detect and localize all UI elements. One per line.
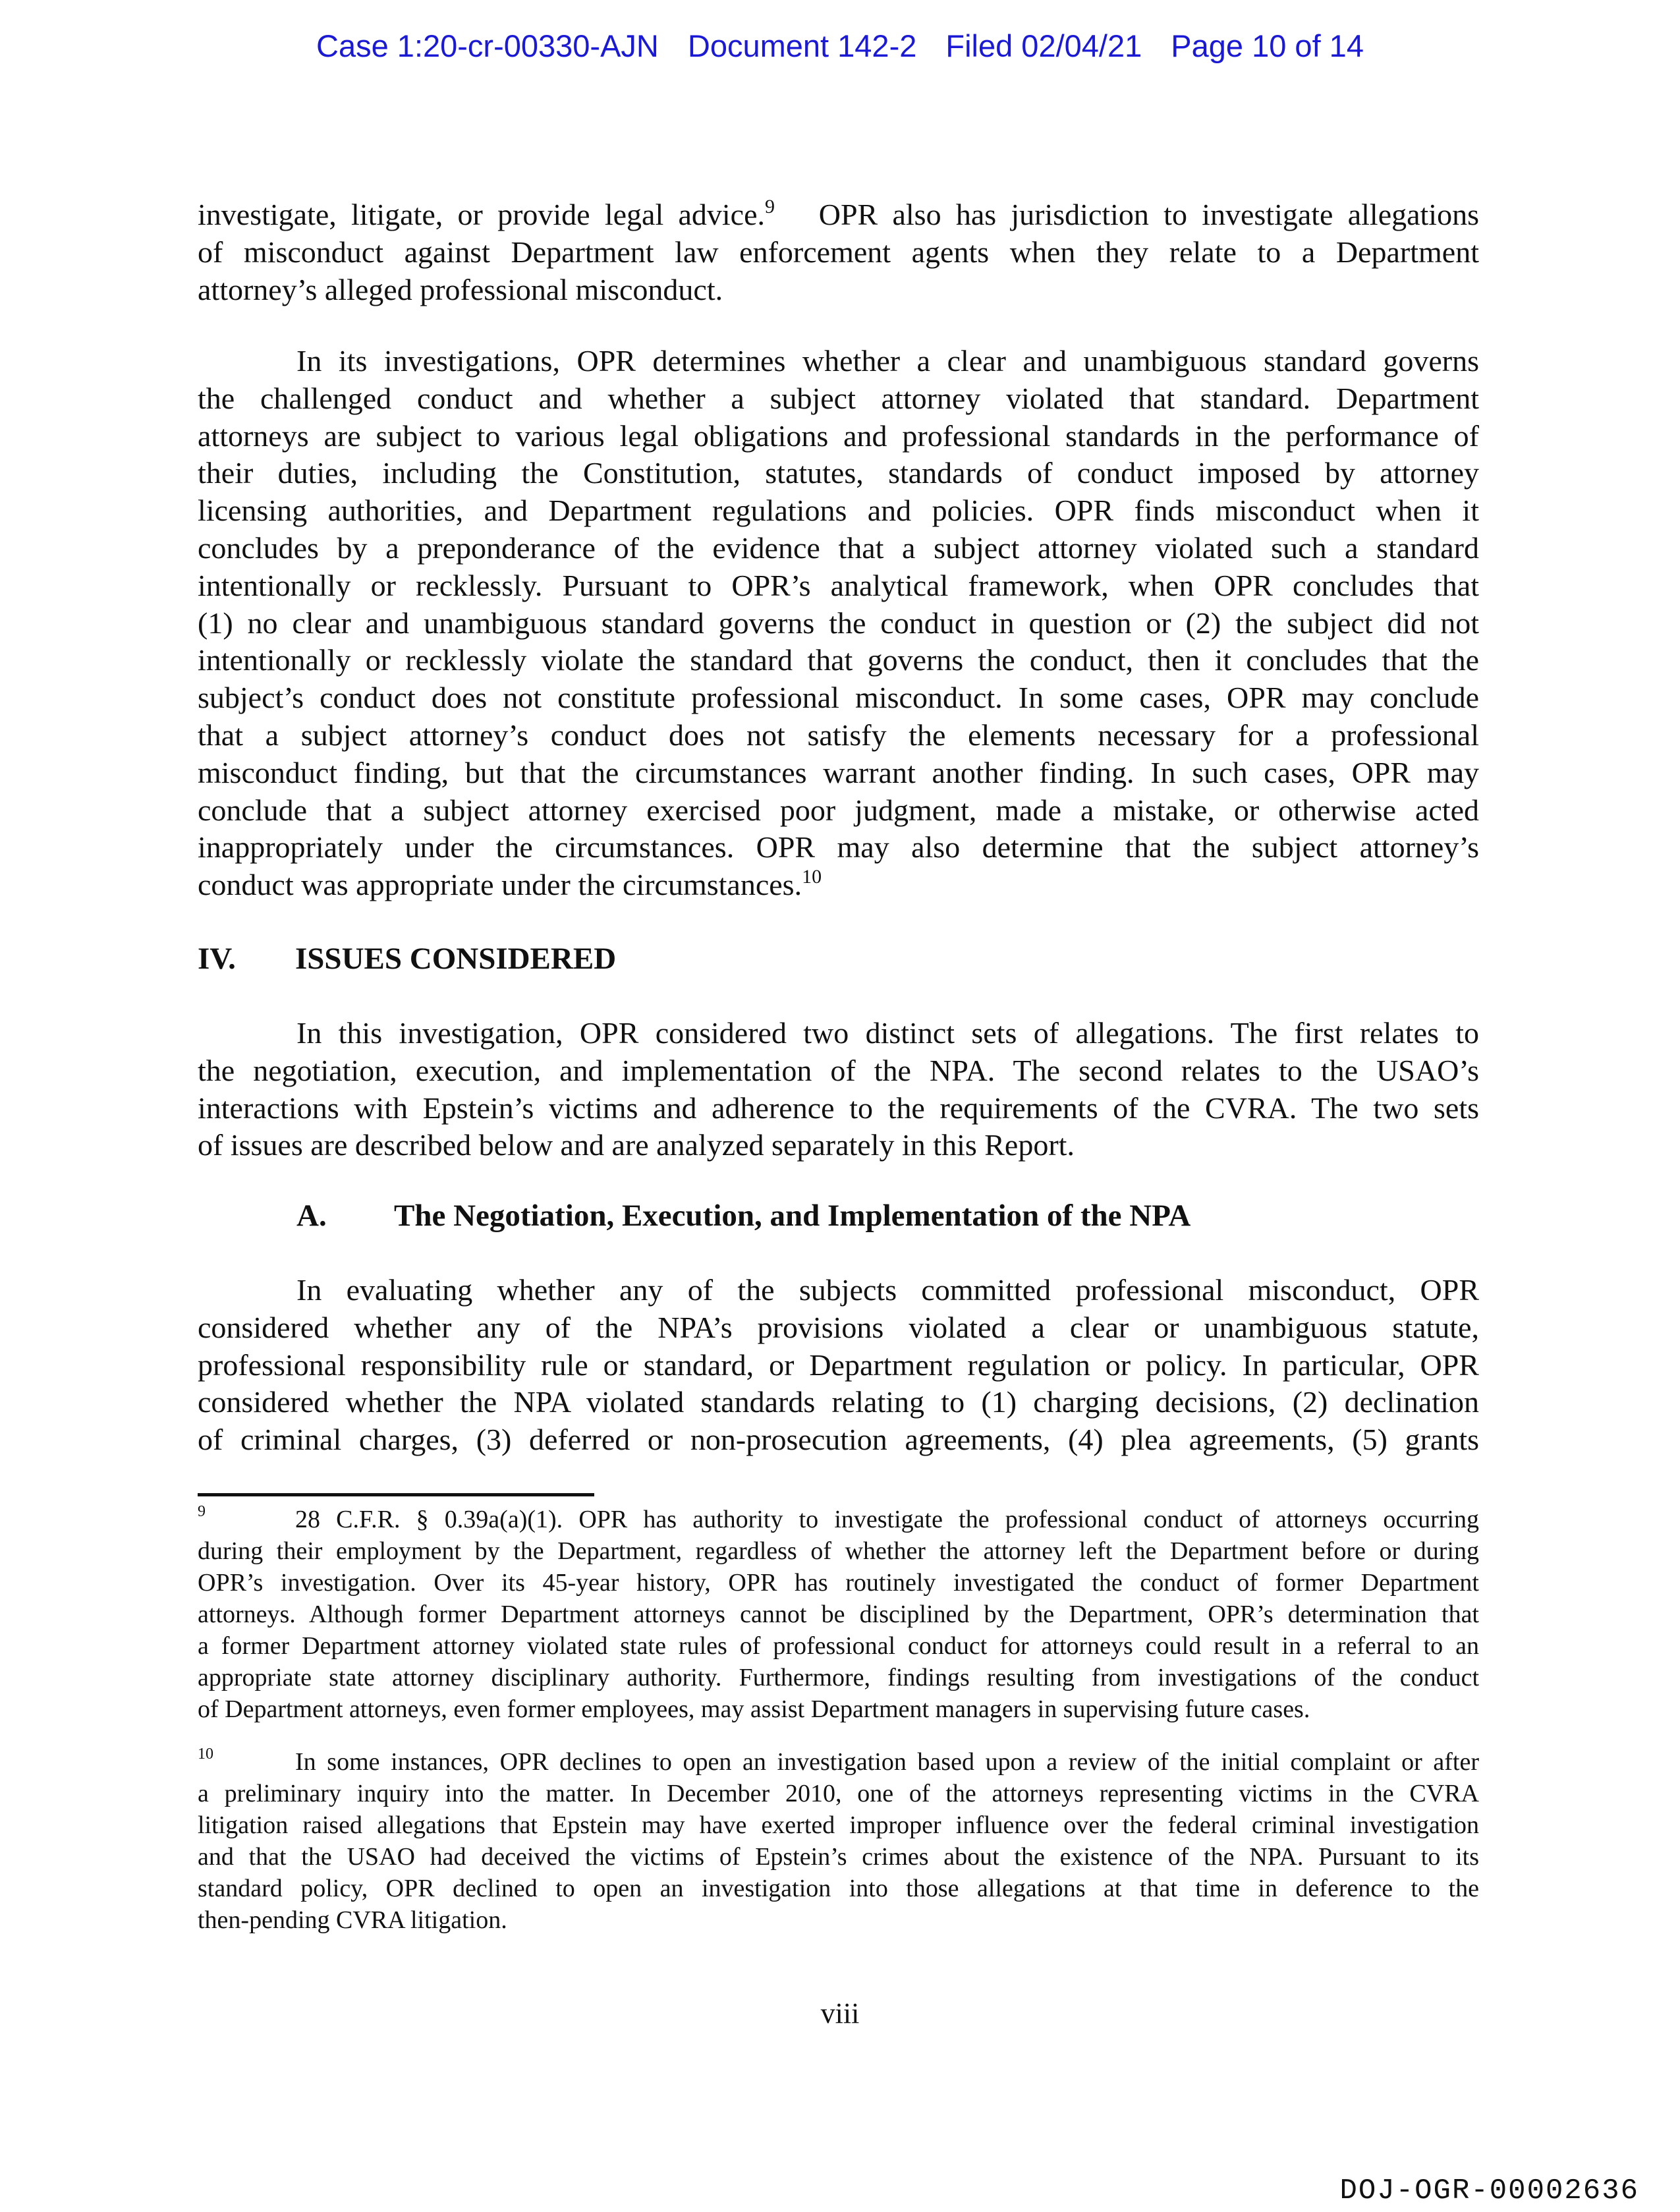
page-count: Page 10 of 14 xyxy=(1171,28,1364,63)
footnote-line: litigation raised allegations that Epstein may have exerted improper influence over the federal criminal investigation xyxy=(198,1811,1479,1839)
footnote-line: a former Department attorney violated state rules of professional conduct for attorneys could result in a referral to an xyxy=(198,1632,1479,1660)
paragraph-line: of criminal charges, (3) deferred or non-prosecution agreements, (4) plea agreements, (5) grants xyxy=(198,1423,1479,1457)
section-number: A. xyxy=(296,1199,327,1233)
footnote-line: 28 C.F.R. § 0.39a(a)(1). OPR has authority to investigate the professional conduct of attorneys occurring xyxy=(295,1506,1479,1533)
paragraph-line: attorney’s alleged professional misconduct. xyxy=(198,272,723,306)
footnote-line: a preliminary inquiry into the matter. In December 2010, one of the attorneys representing victims in the CVRA xyxy=(198,1780,1479,1807)
bates-number: DOJ-OGR-00002636 xyxy=(1339,2174,1639,2207)
paragraph-line: of misconduct against Department law enforcement agents when they relate to a Department xyxy=(198,235,1479,269)
footnote-mark: 9 xyxy=(198,1503,206,1520)
section-title: ISSUES CONSIDERED xyxy=(295,942,617,976)
footnote-line: and that the USAO had deceived the victims of Epstein’s crimes about the existence of the NPA. Pursuant to its xyxy=(198,1843,1479,1871)
paragraph-line: interactions with Epstein’s victims and adherence to the requirements of the CVRA. The two sets xyxy=(198,1091,1479,1125)
paragraph-line: licensing authorities, and Department regulations and policies. OPR finds misconduct when it xyxy=(198,494,1479,528)
paragraph-line: the challenged conduct and whether a subject attorney violated that standard. Department xyxy=(198,381,1479,415)
page-number: viii xyxy=(820,1997,860,2029)
footnote-separator xyxy=(198,1493,594,1496)
paragraph-line: investigate, litigate, or provide legal advice.$^9$ OPR also has jurisdiction to investigate allegations xyxy=(198,196,1479,231)
footnote-9 xyxy=(198,1504,1479,1725)
paragraph-line: subject’s conduct does not constitute professional misconduct. In some cases, OPR may conclude xyxy=(198,681,1479,715)
paragraph-line: attorneys are subject to various legal obligations and professional standards in the performance of xyxy=(198,418,1479,453)
paragraph-4 xyxy=(198,1272,1479,1459)
section-heading-a xyxy=(296,1198,1190,1234)
paragraph-line: intentionally or recklessly. Pursuant to OPR’s analytical framework, when OPR concludes that xyxy=(198,568,1479,602)
footnote-mark: 10 xyxy=(198,1745,213,1763)
paragraph-line: In this investigation, OPR considered two distinct sets of allegations. The first relates to xyxy=(296,1016,1479,1050)
section-title: The Negotiation, Execution, and Implementation of the NPA xyxy=(394,1199,1191,1233)
footnote-line: then-pending CVRA litigation. xyxy=(198,1906,507,1934)
footnote-line: standard policy, OPR declined to open an investigation into those allegations at that time in deference to the xyxy=(198,1875,1479,1902)
footnote-ref-9[interactable]: 9 xyxy=(765,196,775,217)
footnote-line: OPR’s investigation. Over its 45-year history, OPR has routinely investigated the conduct of former Department xyxy=(198,1569,1479,1597)
paragraph-line: professional responsibility rule or standard, or Department regulation or policy. In particular, OPR xyxy=(198,1347,1479,1382)
footnote-ref-10[interactable]: 10 xyxy=(802,866,822,888)
section-number: IV. xyxy=(198,942,236,976)
paragraph-line: considered whether any of the NPA’s provisions violated a clear or unambiguous statute, xyxy=(198,1310,1479,1344)
paragraph-line: their duties, including the Constitution, statutes, standards of conduct imposed by attorney xyxy=(198,456,1479,490)
paragraph-line: considered whether the NPA violated standards relating to (1) charging decisions, (2) declination xyxy=(198,1385,1479,1419)
footnote-line: In some instances, OPR declines to open an investigation based upon a review of the initial complaint or after xyxy=(295,1748,1479,1776)
paragraph-line: misconduct finding, but that the circumstances warrant another finding. In such cases, OPR may xyxy=(198,755,1479,789)
paragraph-2 xyxy=(198,343,1479,904)
paragraph-line: concludes by a preponderance of the evidence that a subject attorney violated such a standard xyxy=(198,530,1479,565)
paragraph-line: In its investigations, OPR determines whether a clear and unambiguous standard governs xyxy=(296,344,1479,378)
paragraph-line: inappropriately under the circumstances. OPR may also determine that the subject attorney’s xyxy=(198,830,1479,865)
paragraph-line: intentionally or recklessly violate the standard that governs the conduct, then it concludes that the xyxy=(198,643,1479,677)
paragraph-line: (1) no clear and unambiguous standard governs the conduct in question or (2) the subject did not xyxy=(198,606,1479,640)
paragraph-line: that a subject attorney’s conduct does not satisfy the elements necessary for a professional xyxy=(198,718,1479,752)
footnote-10 xyxy=(198,1746,1479,1936)
footnote-line: of Department attorneys, even former employees, may assist Department managers in supervising future cases. xyxy=(198,1695,1310,1723)
footnote-line: during their employment by the Department, regardless of whether the attorney left the Department before or during xyxy=(198,1537,1479,1565)
paragraph-line: conclude that a subject attorney exercised poor judgment, made a mistake, or otherwise acted xyxy=(198,793,1479,827)
section-heading-iv xyxy=(198,941,616,977)
footnote-line: appropriate state attorney disciplinary authority. Furthermore, findings resulting from investigations of the conduct xyxy=(198,1664,1479,1691)
case-number: Case 1:20-cr-00330-AJN xyxy=(316,28,659,63)
paragraph-line: of issues are described below and are analyzed separately in this Report. xyxy=(198,1128,1075,1162)
paragraph-line: In evaluating whether any of the subjects committed professional misconduct, OPR xyxy=(296,1273,1479,1307)
filed-date: Filed 02/04/21 xyxy=(945,28,1142,63)
filing-header xyxy=(0,28,1680,64)
paragraph-3 xyxy=(198,1015,1479,1164)
footnote-line: attorneys. Although former Department attorneys cannot be disciplined by the Department, OPR’s determination that xyxy=(198,1601,1479,1628)
paragraph-line: conduct was appropriate under the circumstances.$^{10}$ xyxy=(198,866,822,902)
paragraph-line: the negotiation, execution, and implementation of the NPA. The second relates to the USAO’s xyxy=(198,1053,1479,1087)
paragraph-1 xyxy=(198,196,1479,308)
document-number: Document 142-2 xyxy=(687,28,917,63)
